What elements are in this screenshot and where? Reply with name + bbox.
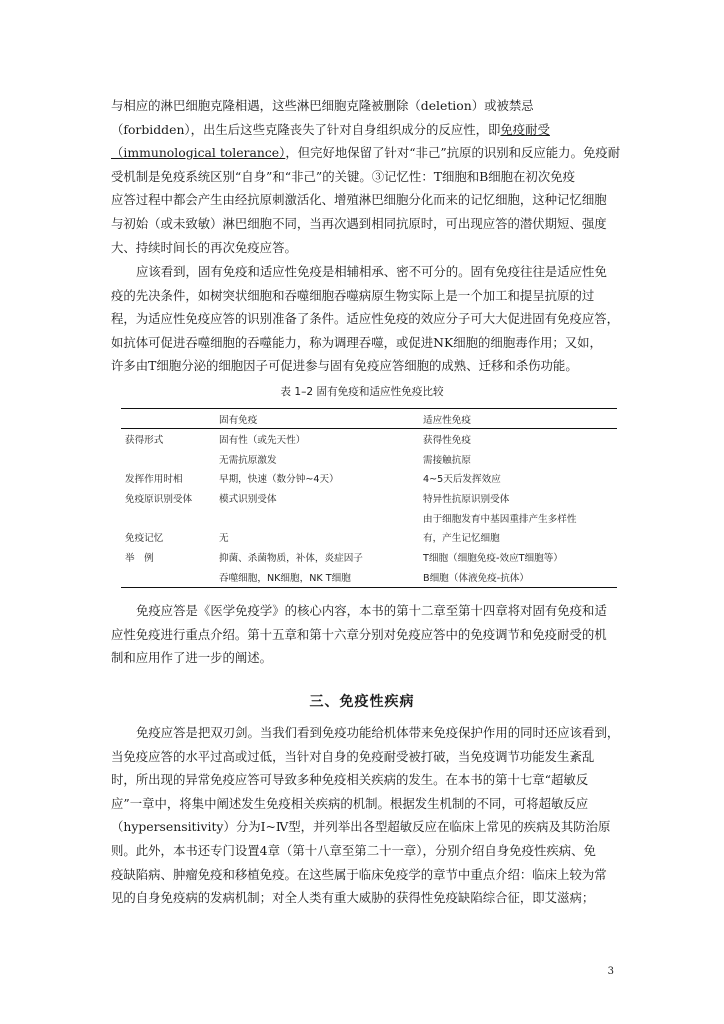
text-line: 制和应用作了进一步的阐述。	[111, 650, 273, 666]
table-cell: 由于细胞发育中基因重排产生多样性	[423, 513, 577, 525]
table-header-row	[121, 409, 617, 429]
text-line: 疫的先决条件，如树突状细胞和吞噬细胞吞噬病原生物实际上是一个加工和提呈抗原的过	[111, 287, 595, 303]
table-cell	[121, 567, 215, 587]
page-number: 3	[607, 966, 614, 977]
table-cell	[121, 449, 215, 469]
text-line: 许多由T细胞分泌的细胞因子可促进参与固有免疫应答细胞的成熟、迁移和杀伤功能。	[111, 358, 578, 374]
comparison-table	[121, 408, 617, 588]
text-line: 与相应的淋巴细胞克隆相遇，这些淋巴细胞克隆被删除（deletion）或被禁忌	[111, 98, 534, 113]
table-row	[121, 449, 617, 469]
table-header-cell: 适应性免疫	[419, 409, 617, 429]
table-cell: 4~5天后发挥效应	[423, 474, 501, 486]
text-line: 应”一章中，将集中阐述发生免疫相关疾病的机制。根据发生机制的不同，可将超敏反应	[111, 795, 589, 811]
table-cell: 免疫原识别受体	[125, 493, 193, 505]
text-line	[111, 118, 623, 142]
text-fragment: （forbidden），出生后这些克隆丧失了针对自身组织成分的反应性，即	[111, 121, 501, 137]
table-cell: 抑菌、杀菌物质，补体，炎症因子	[219, 552, 363, 564]
paragraph-immune-diseases	[111, 721, 623, 910]
table-row	[121, 547, 617, 567]
text-line: （hypersensitivity）分为Ⅰ~Ⅳ型，并列举出各型超敏反应在临床上常见的疾病及其防治原	[111, 819, 611, 835]
table-row	[121, 527, 617, 547]
paragraph-innate-adaptive-relation	[111, 260, 623, 378]
section-heading: 三、免疫性疾病	[309, 694, 415, 710]
table-cell: 有，产生记忆细胞	[423, 533, 500, 545]
table-cell: 举 例	[125, 552, 154, 564]
table-cell: B细胞（体液免疫-抗体）	[419, 567, 617, 587]
text-line: 大、持续时间长的再次免疫应答。	[111, 239, 297, 255]
table-cell: 吞噬细胞，NK细胞，NK T细胞	[215, 567, 419, 587]
text-line: 应该看到，固有免疫和适应性免疫是相辅相承、密不可分的。固有免疫往往是适应性免	[136, 264, 607, 279]
text-fragment: ，但完好地保留了针对“非己”抗原的识别和反应能力。免疫耐	[285, 145, 621, 161]
table-row	[121, 508, 617, 528]
text-line: 则。此外，本书还专门设置4章（第十八章至第二十一章），分别介绍自身免疫性疾病、免	[111, 842, 596, 858]
text-line: 当免疫应答的水平过高或过低，当针对自身的免疫耐受被打破，当免疫调节功能发生紊乱	[111, 748, 595, 764]
table-cell: 模式识别受体	[219, 493, 277, 505]
table-cell	[121, 508, 215, 528]
table-row	[121, 468, 617, 488]
text-line: 应性免疫进行重点介绍。第十五章和第十六章分别对免疫应答中的免疫调节和免疫耐受的机	[111, 626, 607, 642]
paragraph-immune-memory	[111, 94, 623, 259]
underlined-term-english: （immunological tolerance）	[111, 145, 286, 161]
table-cell: 无	[219, 533, 229, 545]
text-line: 疫缺陷病、肿瘤免疫和移植免疫。在这些属于临床免疫学的章节中重点介绍：临床上较为常	[111, 866, 607, 882]
table-cell: 免疫记忆	[125, 533, 164, 545]
text-line: 见的自身免疫病的发病机制；对全人类有重大威胁的获得性免疫缺陷综合征，即艾滋病；	[111, 890, 595, 906]
table-cell: 固有性（或先天性）	[219, 434, 306, 446]
text-line: 免疫应答是把双刃剑。当我们看到免疫功能给机体带来免疫保护作用的同时还应该看到，	[136, 725, 620, 740]
table-header-cell: 固有免疫	[215, 409, 419, 429]
table-cell: 特异性抗原识别受体	[423, 493, 510, 505]
text-line: 受机制是免疫系统区别“自身”和“非己”的关键。③记忆性：T细胞和B细胞在初次免疫	[111, 168, 575, 184]
text-line: 时，所出现的异常免疫应答可导致多种免疫相关疾病的发生。在本书的第十七章“超敏反	[111, 772, 589, 788]
table-header-cell	[121, 409, 215, 429]
text-line: 免疫应答是《医学免疫学》的核心内容，本书的第十二章至第十四章将对固有免疫和适	[136, 603, 607, 618]
table-cell: 获得性免疫	[423, 434, 471, 446]
table-row	[121, 429, 617, 449]
table-cell: 发挥作用时相	[125, 474, 183, 486]
underlined-term: 免疫耐受	[500, 121, 550, 137]
table-cell	[215, 508, 419, 528]
paragraph-immune-response-chapters	[111, 599, 623, 670]
text-line: 应答过程中都会产生由经抗原刺激活化、增殖淋巴细胞分化而来的记忆细胞，这种记忆细胞	[111, 192, 607, 208]
text-line	[111, 141, 623, 165]
table-cell: 无需抗原激发	[219, 454, 277, 466]
table-cell: 需接触抗原	[423, 454, 471, 466]
text-line: 程，为适应性免疫应答的识别准备了条件。适应性免疫的效应分子可大大促进固有免疫应答，	[111, 311, 620, 327]
table-row	[121, 488, 617, 508]
table-cell: T细胞（细胞免疫-效应T细胞等）	[423, 552, 563, 564]
text-line: 与初始（或未致敏）淋巴细胞不同，当再次遇到相同抗原时，可出现应答的潜伏期短、强度	[111, 215, 607, 231]
table-caption: 表 1–2 固有免疫和适应性免疫比较	[280, 386, 444, 398]
table-cell: 早期，快速（数分钟~4天）	[219, 474, 339, 486]
text-line: 如抗体可促进吞噬细胞的吞噬能力，称为调理吞噬，或促进NK细胞的细胞毒作用；又如，	[111, 334, 602, 350]
table-cell: 获得形式	[125, 434, 164, 446]
table-row	[121, 567, 617, 587]
